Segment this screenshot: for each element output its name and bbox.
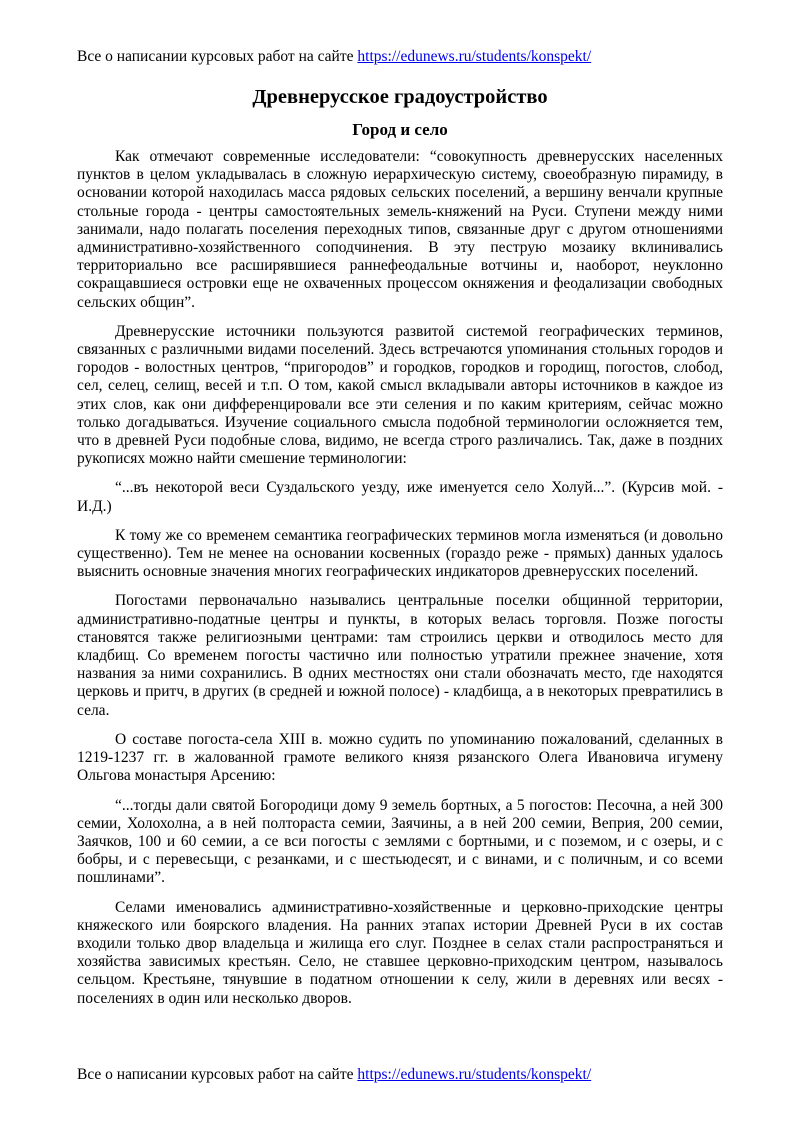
quote-paragraph: “...въ некоторой веси Суздальского уезду, иже именуется село Холуй...”. (Курсив мой. - И.Д.) <box>77 479 723 515</box>
paragraph: Как отмечают современные исследователи: “совокупность древнерусских населенных пунктов в целом укладывалась в сложную иерархическую систему, своеобразную пирамиду, в основании которой находилась масса рядовых сельских поселений, а вершину венчали крупные стольные города - центры самостоятельных земель-княжений на Руси. Ступени между ними занимали, надо полагать поселения переходных типов, связанные друг с другом отношениями административно-хозяйственного соподчинения. В эту пеструю мозаику вклинивались территориально все расширявшиеся раннефеодальные вотчины и, наоборот, неуклонно сокращавшиеся островки еще не охваченных процессом окняжения и феодализации свободных сельских общин”. <box>77 148 723 311</box>
footer-text: Все о написании курсовых работ на сайте <box>77 1066 358 1083</box>
document-title: Древнерусское градоустройство <box>252 86 548 108</box>
quote-paragraph: “...тогды дали святой Богородици дому 9 земель бортных, а 5 погостов: Песочна, а ней 300 семии, Холохолна, а в ней полтораста семии, Заячины, а в ней 200 семии, Веприя, 200 семии, Заячков, 100 и 60 семии, а се вси погосты с землями с бортными, и с поземом, и с озеры, и с бобры, и с перевесьщи, с резанками, и с шестьюдесят, и с винами, и с поличным, и со всеми пошлинами”. <box>77 796 723 887</box>
paragraph: Погостами первоначально назывались центральные поселки общинной территории, административно-податные центры и пункты, в которых велась торговля. Позже погосты становятся также религиозными центрами: там строились церкви и отводилось место для кладбищ. Со временем погосты частично или полностью утратили прежнее значение, хотя названия за ними сохранились. В одних местностях они стали обозначать место, где находятся церковь и притч, в других (в средней и южной полосе) - кладбища, а в некоторых превратились в села. <box>77 592 723 719</box>
paragraph: Древнерусские источники пользуются развитой системой географических терминов, связанных с различными видами поселений. Здесь встречаются упоминания стольных городов и городов - волостных центров, “пригородов” и городков, городков и городищ, погостов, слобод, сел, селец, селищ, весей и т.п. О том, какой смысл вкладывали авторы источников в каждое из этих слов, как они дифференцировали все эти селения и по каким критериям, сейчас можно только догадываться. Изучение социального смысла подобной терминологии осложняется тем, что в древней Руси подобные слова, видимо, не всегда строго различались. Так, даже в поздних рукописях можно найти смешение терминологии: <box>77 322 723 468</box>
paragraph: Селами именовались административно-хозяйственные и церковно-приходские центры княжеского или боярского владения. На ранних этапах истории Древней Руси в их состав входили только двор владельца и жилища его слуг. Позднее в селах стали распространяться и хозяйства зависимых крестьян. Село, не ставшее церковно-приходским центром, называлось сельцом. Крестьяне, тянувшие в податном отношении к селу, жили в деревнях или весях - поселениях в один или несколько дворов. <box>77 898 723 1007</box>
header-link[interactable]: https://edunews.ru/students/konspekt/ <box>357 48 592 65</box>
paragraph: О составе погоста-села XIII в. можно судить по упоминанию пожалований, сделанных в 1219-1237 гг. в жалованной грамоте великого князя рязанского Олега Ивановича игумену Ольгова монастыря Арсению: <box>77 730 723 785</box>
document-body <box>77 84 723 1019</box>
footer-link[interactable]: https://edunews.ru/students/konspekt/ <box>357 1066 592 1083</box>
page-footer <box>77 1066 591 1084</box>
section-heading: Город и село <box>352 120 448 139</box>
header-text: Все о написании курсовых работ на сайте <box>77 48 358 65</box>
paragraph: К тому же со временем семантика географических терминов могла изменяться (и довольно существенно). Тем не менее на основании косвенных (гораздо реже - прямых) данных удалось выяснить основные значения многих географических индикаторов древнерусских поселений. <box>77 526 723 581</box>
page-header <box>77 48 591 66</box>
